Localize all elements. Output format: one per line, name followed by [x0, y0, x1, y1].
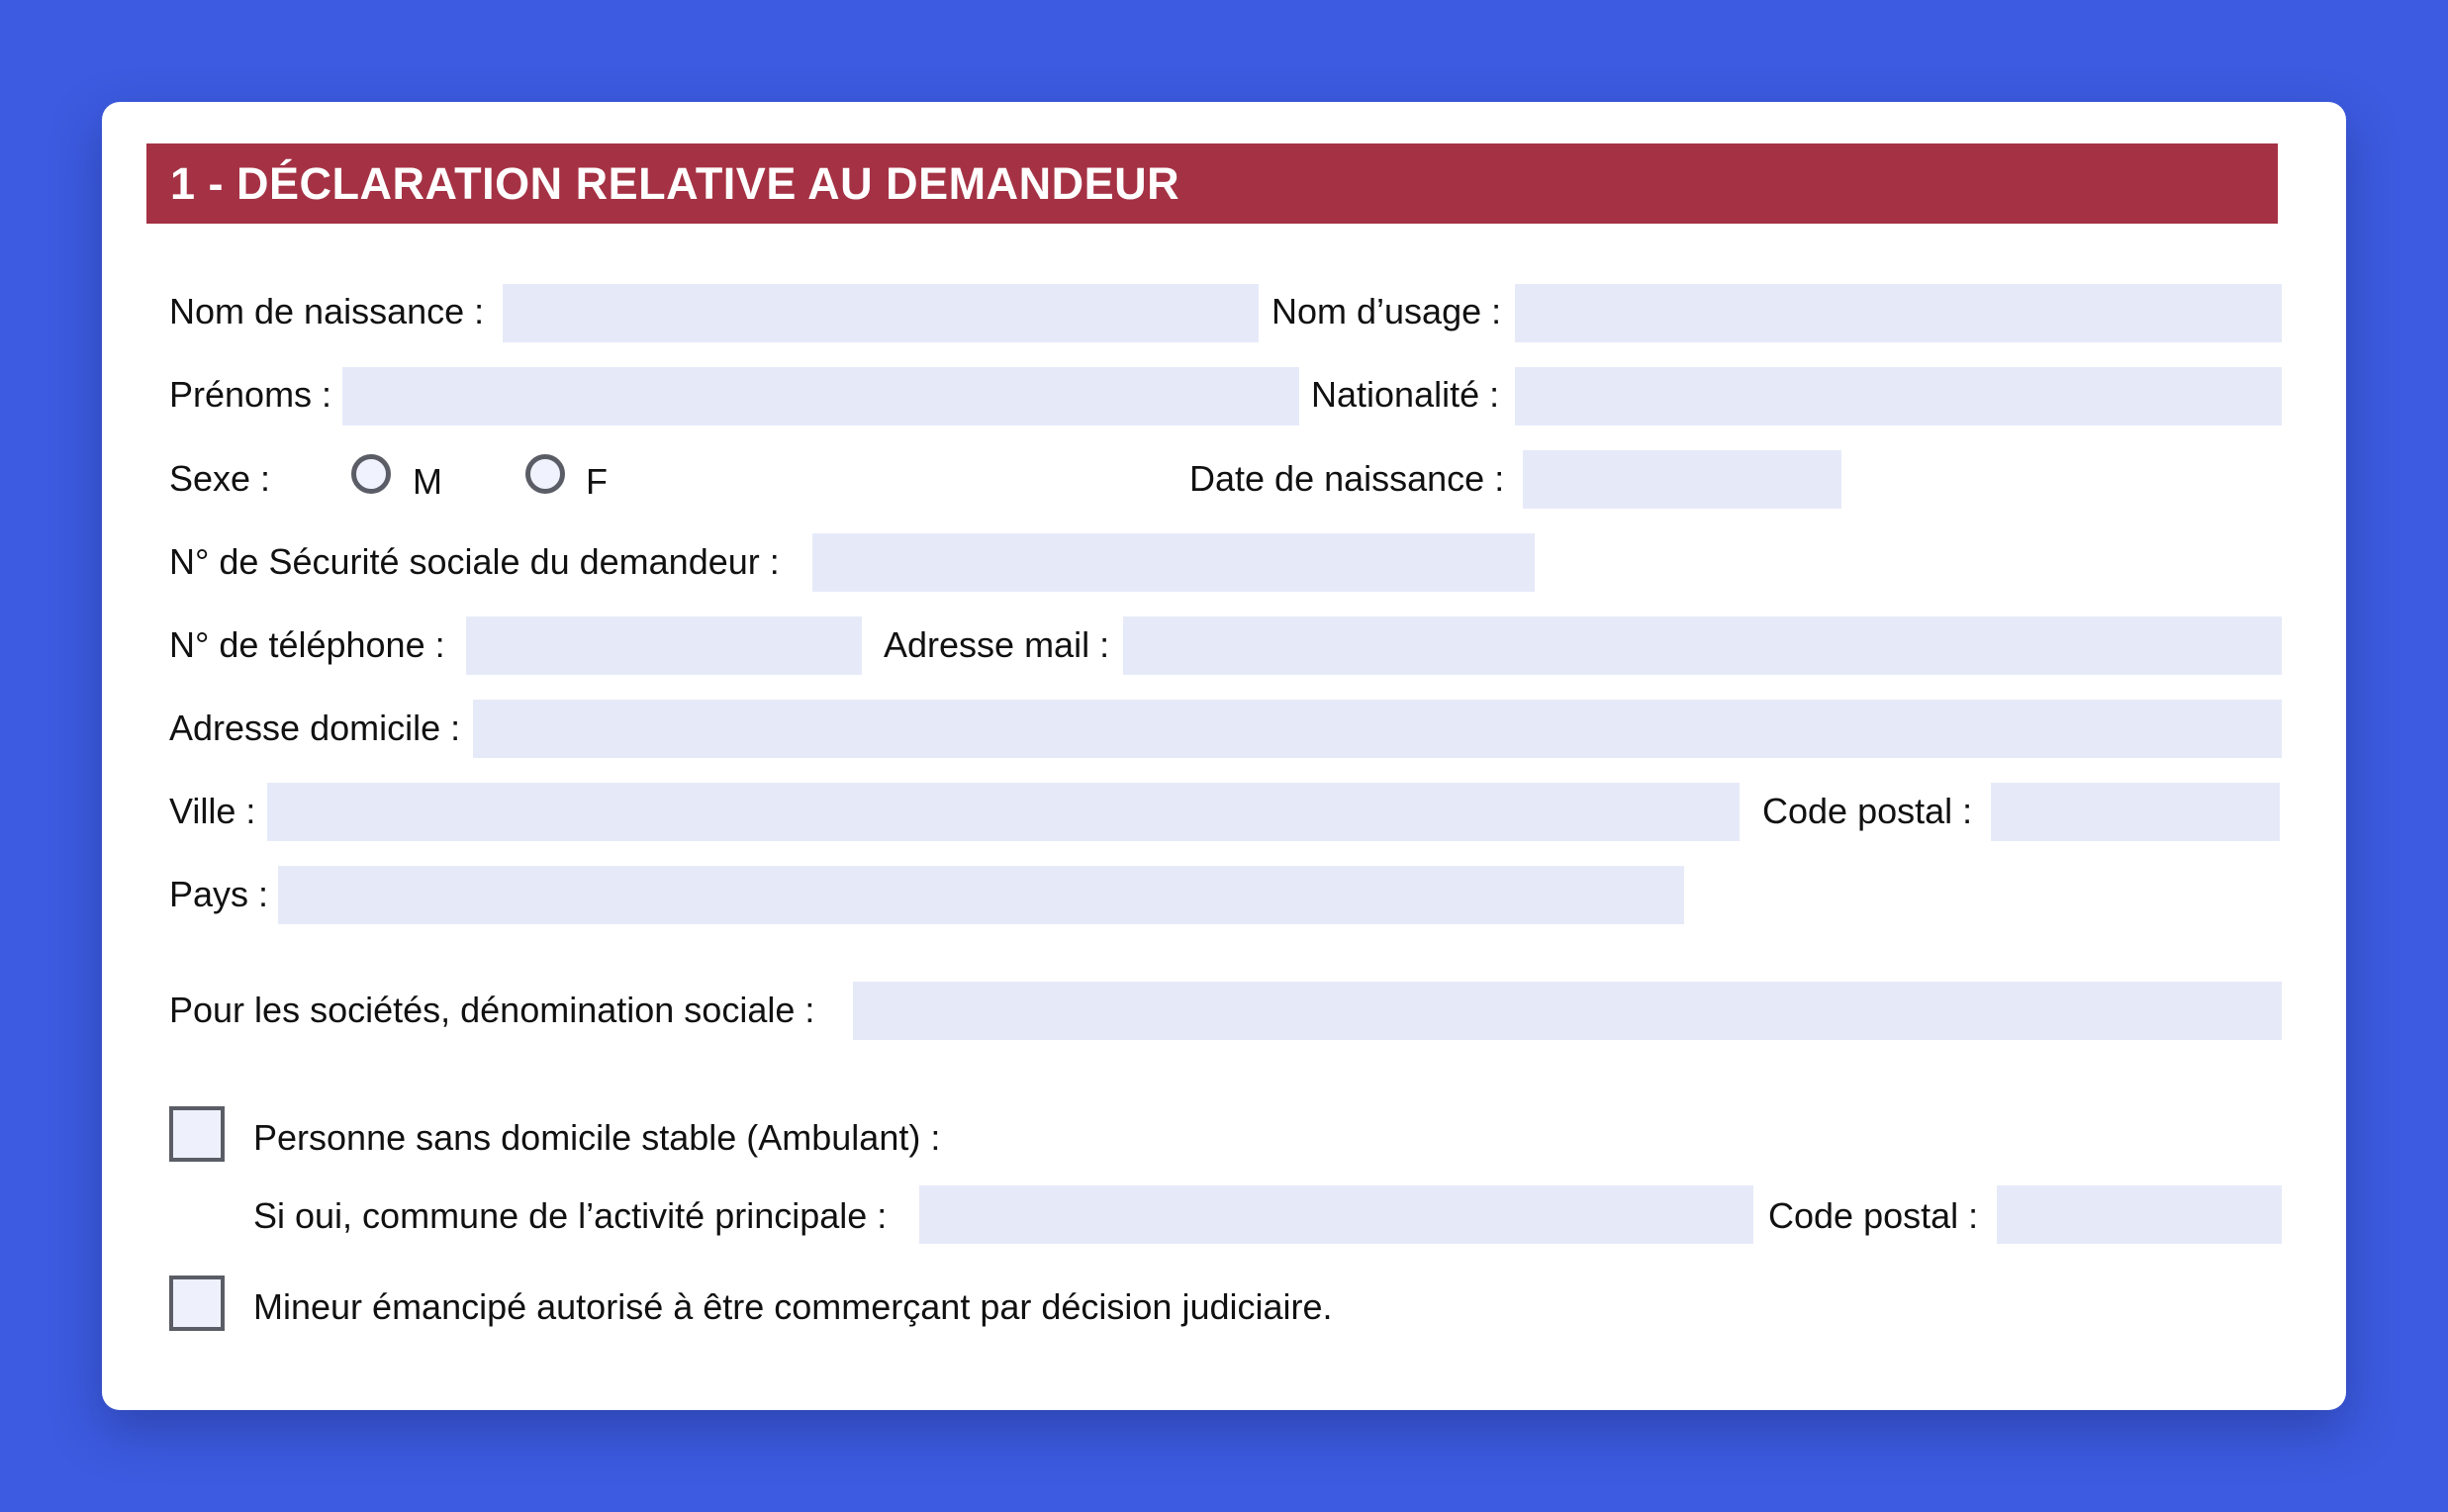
denomination-label: Pour les sociétés, dénomination sociale :	[169, 990, 815, 1030]
ville-input[interactable]	[267, 783, 1740, 841]
radio-sexe-f[interactable]	[525, 454, 565, 494]
email-label: Adresse mail :	[884, 624, 1110, 665]
ambulant-label: Personne sans domicile stable (Ambulant) :	[253, 1117, 941, 1158]
commune-code-postal-label: Code postal :	[1768, 1195, 1979, 1236]
date-naissance-input[interactable]	[1523, 450, 1841, 509]
nationalite-label: Nationalité :	[1311, 374, 1500, 415]
ambulant-checkbox[interactable]	[169, 1106, 225, 1162]
radio-sexe-m[interactable]	[351, 454, 391, 494]
pays-label: Pays :	[169, 874, 269, 914]
sexe-label: Sexe :	[169, 458, 271, 499]
telephone-label: N° de téléphone :	[169, 624, 445, 665]
securite-sociale-input[interactable]	[812, 533, 1535, 592]
radio-f-label: F	[586, 461, 608, 502]
commune-code-postal-input[interactable]	[1997, 1185, 2282, 1244]
mineur-label: Mineur émancipé autorisé à être commerçant par décision judiciaire.	[253, 1286, 1333, 1327]
ville-label: Ville :	[169, 791, 256, 831]
adresse-label: Adresse domicile :	[169, 708, 461, 748]
radio-m-label: M	[413, 461, 442, 502]
section-header	[146, 143, 2278, 224]
date-naissance-label: Date de naissance :	[1189, 458, 1505, 499]
nom-usage-input[interactable]	[1515, 284, 2282, 342]
telephone-input[interactable]	[466, 616, 862, 675]
nom-naissance-input[interactable]	[503, 284, 1259, 342]
commune-label: Si oui, commune de l’activité principale :	[253, 1195, 888, 1236]
code-postal-label: Code postal :	[1762, 791, 1973, 831]
email-input[interactable]	[1123, 616, 2282, 675]
nom-naissance-label: Nom de naissance :	[169, 291, 485, 331]
securite-sociale-label: N° de Sécurité sociale du demandeur :	[169, 541, 780, 582]
adresse-input[interactable]	[473, 700, 2282, 758]
prenoms-input[interactable]	[342, 367, 1299, 425]
commune-input[interactable]	[919, 1185, 1753, 1244]
code-postal-input[interactable]	[1991, 783, 2280, 841]
pays-input[interactable]	[278, 866, 1684, 924]
denomination-input[interactable]	[853, 982, 2282, 1040]
nom-usage-label: Nom d’usage :	[1271, 291, 1502, 331]
mineur-checkbox[interactable]	[169, 1276, 225, 1331]
section-title: 1 - DÉCLARATION RELATIVE AU DEMANDEUR	[170, 157, 1180, 209]
nationalite-input[interactable]	[1515, 367, 2282, 425]
prenoms-label: Prénoms :	[169, 374, 332, 415]
